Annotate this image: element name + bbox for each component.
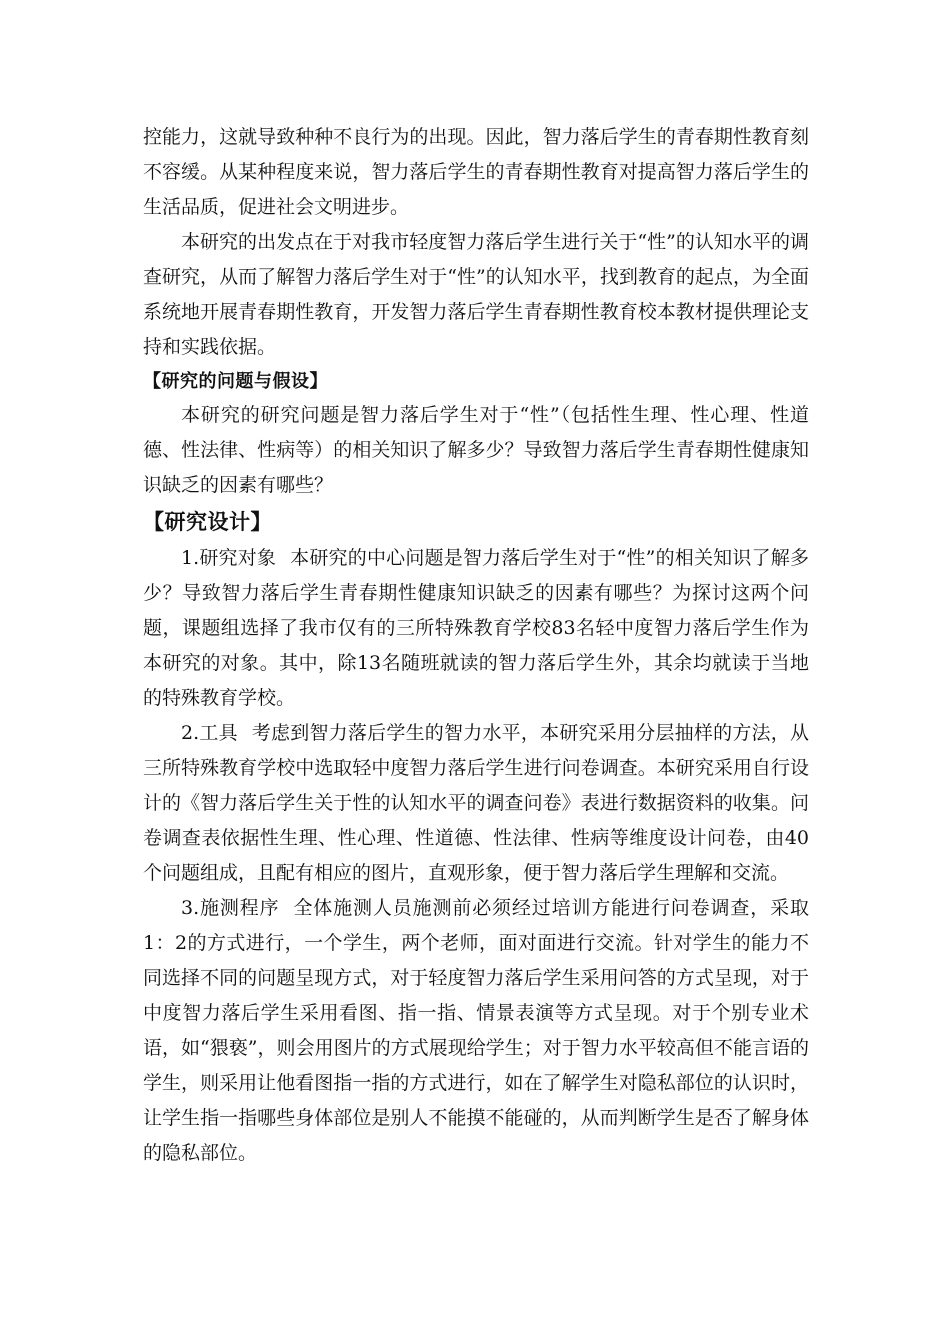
document-body xyxy=(143,120,809,1171)
section-heading-research-question: 【研究的问题与假设】 xyxy=(143,371,328,392)
design-item-subjects xyxy=(143,541,809,716)
intro-paragraph-continued: 控能力，这就导致种种不良行为的出现。因此，智力落后学生的青春期性教育刻不容缓。从某种程度来说，智力落后学生的青春期性教育对提高智力落后学生的生活品质，促进社会文明进步。 xyxy=(143,126,809,218)
intro-paragraph-purpose: 本研究的出发点在于对我市轻度智力落后学生进行关于“性”的认知水平的调查研究，从而了解智力落后学生对于“性”的认知水平，找到教育的起点，为全面系统地开展青春期性教育，开发智力落后学生青春期性教育校本教材提供理论支持和实践依据。 xyxy=(143,231,809,358)
design-item-tools xyxy=(143,716,809,891)
design-item-text: 考虑到智力落后学生的智力水平，本研究采用分层抽样的方法，从三所特殊教育学校中选取轻中度智力落后学生进行问卷调查。本研究采用自行设计的《智力落后学生关于性的认知水平的调查问卷》表进行数据资料的收集。问卷调查表依据性生理、性心理、性道德、性法律、性病等维度设计问卷，由40个问题组成，且配有相应的图片，直观形象，便于智力落后学生理解和交流。 xyxy=(143,722,809,884)
design-item-label: 2.工具 xyxy=(181,722,238,744)
design-item-text: 本研究的中心问题是智力落后学生对于“性”的相关知识了解多少？导致智力落后学生青春期性健康知识缺乏的因素有哪些？为探讨这两个问题，课题组选择了我市仅有的三所特殊教育学校83名轻中度智力落后学生作为本研究的对象。其中，除13名随班就读的智力落后学生外，其余均就读于当地的特殊教育学校。 xyxy=(143,547,809,709)
design-item-procedure xyxy=(143,891,809,1171)
design-item-text: 全体施测人员施测前必须经过培训方能进行问卷调查，采取1：2的方式进行，一个学生，两个老师，面对面进行交流。针对学生的能力不同选择不同的问题呈现方式，对于轻度智力落后学生采用问答的方式呈现，对于中度智力落后学生采用看图、指一指、情景表演等方式呈现。对于个别专业术语，如“猥亵”，则会用图片的方式展现给学生；对于智力水平较高但不能言语的学生，则采用让他看图指一指的方式进行，如在了解学生对隐私部位的认识时，让学生指一指哪些身体部位是别人不能摸不能碰的，从而判断学生是否了解身体的隐私部位。 xyxy=(143,897,809,1164)
section-heading-research-design: 【研究设计】 xyxy=(143,510,272,534)
design-item-label: 3.施测程序 xyxy=(181,897,280,919)
design-item-label: 1.研究对象 xyxy=(181,547,277,569)
research-question-paragraph: 本研究的研究问题是智力落后学生对于“性”（包括性生理、性心理、性道德、性法律、性病等）的相关知识了解多少？导致智力落后学生青春期性健康知识缺乏的因素有哪些？ xyxy=(143,404,809,496)
